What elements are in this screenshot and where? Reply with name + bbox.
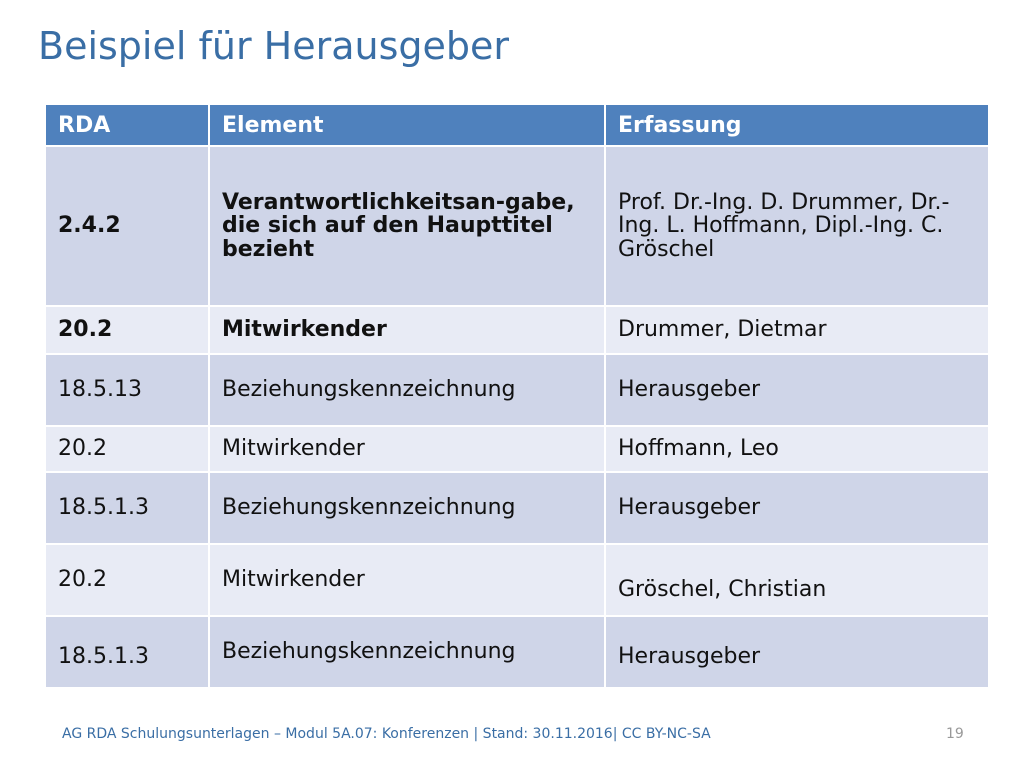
rda-table [44, 103, 990, 689]
header-erfassung: Erfassung [605, 104, 989, 146]
cell-element: Mitwirkender [209, 544, 605, 616]
cell-rda: 20.2 [45, 426, 209, 472]
cell-erfassung: Herausgeber [605, 472, 989, 544]
table-row [45, 426, 989, 472]
table-row [45, 306, 989, 354]
table-row [45, 544, 989, 616]
cell-rda: 20.2 [45, 306, 209, 354]
cell-element: Beziehungskennzeichnung [209, 354, 605, 426]
page-number: 19 [946, 726, 964, 742]
cell-element: Verantwortlichkeitsan-gabe, die sich auf den Haupttitel bezieht [209, 146, 605, 306]
table-row [45, 472, 989, 544]
table-row [45, 616, 989, 688]
footer-text: AG RDA Schulungsunterlagen – Modul 5A.07: Konferenzen | Stand: 30.11.2016| CC BY-NC-SA [62, 726, 711, 742]
cell-element: Mitwirkender [209, 426, 605, 472]
header-element: Element [209, 104, 605, 146]
cell-element: Beziehungskennzeichnung [209, 472, 605, 544]
cell-rda: 2.4.2 [45, 146, 209, 306]
cell-element: Mitwirkender [209, 306, 605, 354]
table-row [45, 146, 989, 306]
slide-title: Beispiel für Herausgeber [38, 24, 510, 68]
cell-rda: 18.5.13 [45, 354, 209, 426]
cell-rda: 20.2 [45, 544, 209, 616]
cell-rda: 18.5.1.3 [45, 616, 209, 688]
cell-erfassung: Herausgeber [605, 354, 989, 426]
cell-erfassung: Drummer, Dietmar [605, 306, 989, 354]
cell-erfassung: Hoffmann, Leo [605, 426, 989, 472]
cell-erfassung: Herausgeber [605, 616, 989, 688]
cell-erfassung: Prof. Dr.-Ing. D. Drummer, Dr.-Ing. L. Hoffmann, Dipl.-Ing. C. Gröschel [605, 146, 989, 306]
cell-erfassung: Gröschel, Christian [605, 544, 989, 616]
table-row [45, 354, 989, 426]
header-rda: RDA [45, 104, 209, 146]
cell-element: Beziehungskennzeichnung [209, 616, 605, 688]
table-header-row [45, 104, 989, 146]
cell-rda: 18.5.1.3 [45, 472, 209, 544]
